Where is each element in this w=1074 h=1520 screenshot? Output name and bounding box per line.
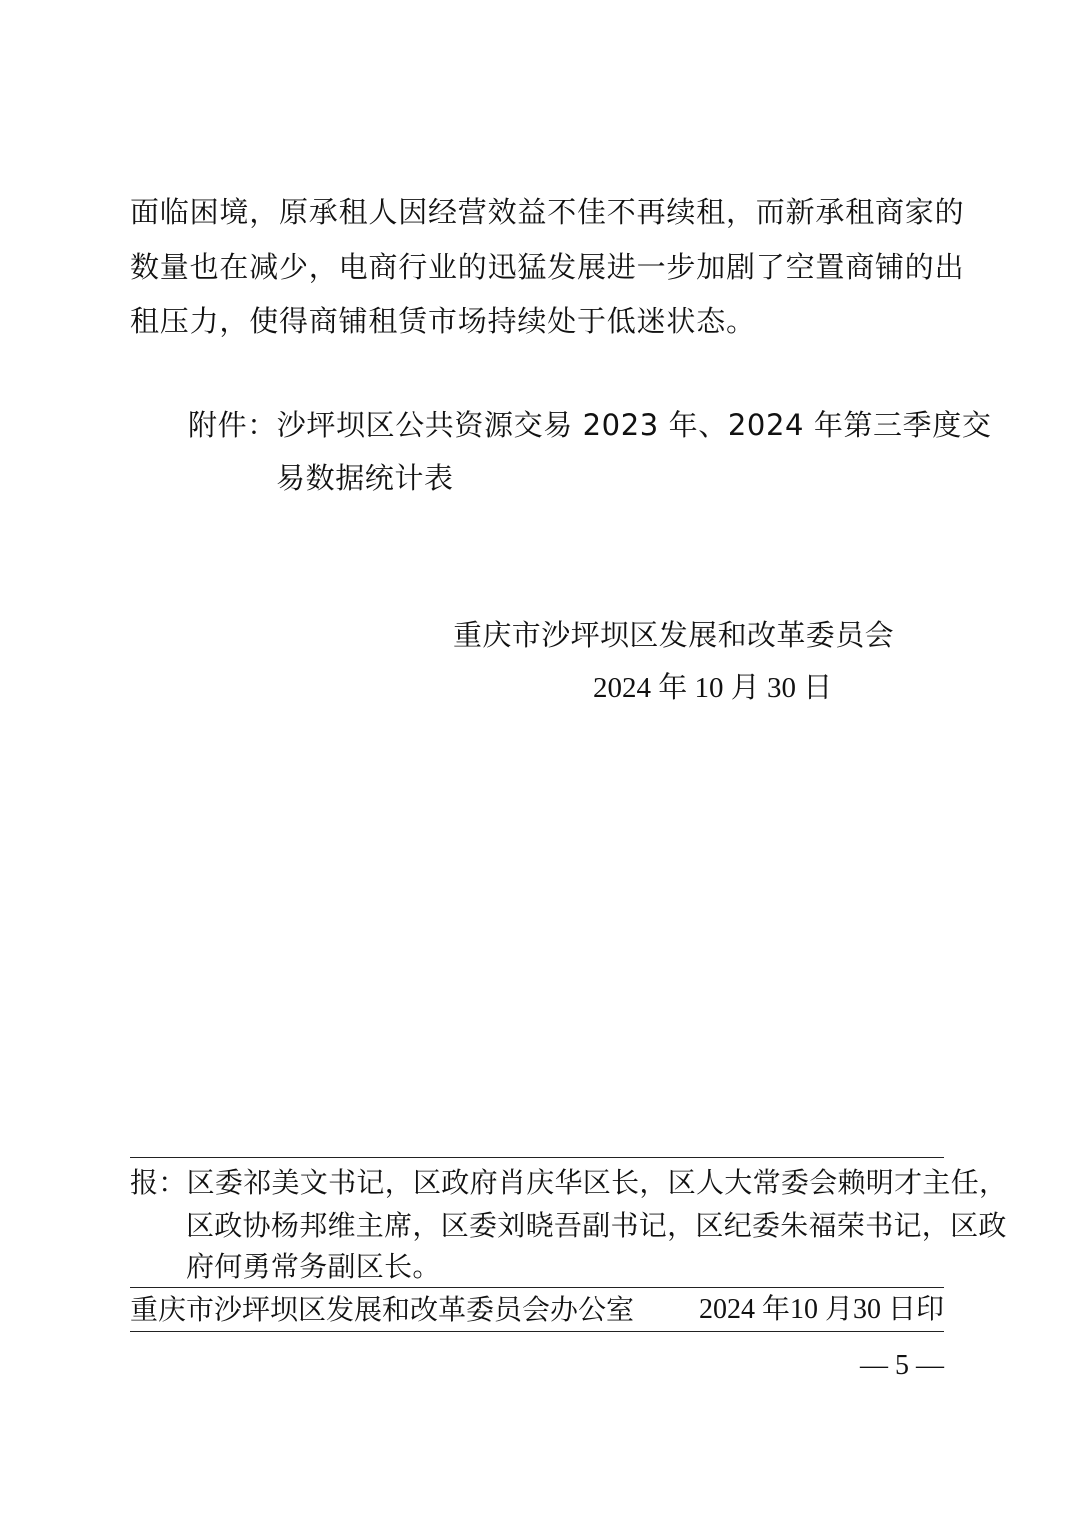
footer-top-rule	[130, 1157, 944, 1158]
signing-organization: 重庆市沙坪坝区发展和改革委员会	[453, 618, 895, 652]
cc-line-2: 区政协杨邦维主席，区委刘晓吾副书记，区纪委朱福荣书记，区政	[186, 1209, 1007, 1242]
attachment-line-2: 易数据统计表	[276, 461, 454, 495]
body-line-2: 数量也在减少，电商行业的迅猛发展进一步加剧了空置商铺的出	[130, 250, 965, 284]
print-date: 2024 年10 月30 日印	[698, 1294, 944, 1325]
body-line-1: 面临困境，原承租人因经营效益不佳不再续租，而新承租商家的	[130, 195, 965, 229]
footer-bottom-rule	[130, 1331, 944, 1332]
cc-line-1: 报：区委祁美文书记，区政府肖庆华区长，区人大常委会赖明才主任，	[130, 1166, 1008, 1199]
printing-office: 重庆市沙坪坝区发展和改革委员会办公室	[130, 1293, 635, 1326]
cc-line-3: 府何勇常务副区长。	[186, 1250, 441, 1283]
footer-middle-rule	[130, 1287, 944, 1288]
signing-date: 2024 年 10 月 30 日	[593, 672, 833, 704]
page-number: — 5 —	[860, 1350, 944, 1381]
body-line-3: 租压力，使得商铺租赁市场持续处于低迷状态。	[130, 304, 756, 338]
attachment-line-1: 附件：沙坪坝区公共资源交易 2023 年、2024 年第三季度交	[188, 408, 992, 442]
